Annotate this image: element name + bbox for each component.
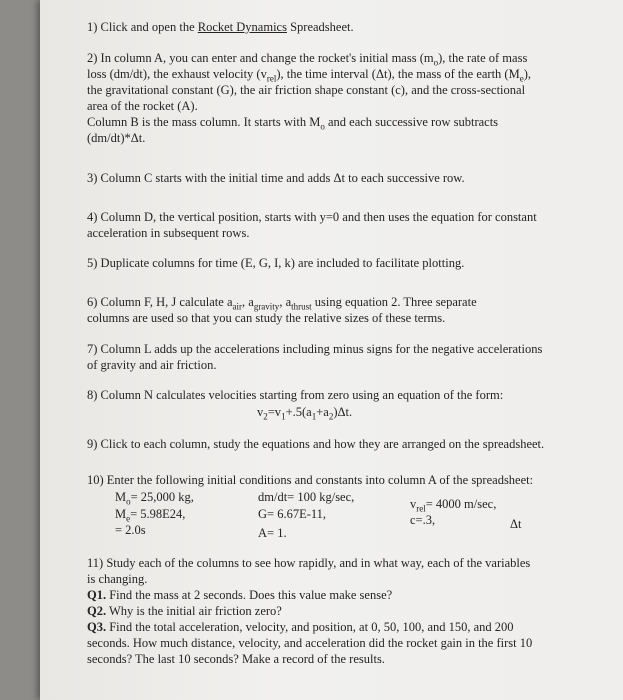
question-3-line-3: seconds? The last 10 seconds? Make a record of the results. [87,652,385,666]
step-6-line-1: 6) Column F, H, J calculate $a_{air}$, $a_{gravity}$, $a_{thrust}$ using equation 2. Three separate [87,295,477,312]
step-11-line-1: 11) Study each of the columns to see how rapidly, and in what way, each of the variables [87,556,531,570]
question-3-line-1: Q3. Find the total acceleration, velocity, and position, at 0, 50, 100, and 150, and 200 [87,620,514,634]
step-3: 3) Column C starts with the initial time and adds Δt to each successive row. [87,171,465,185]
step-2-line-5: Column B is the mass column. It starts with $M_o$ and each successive row subtracts [87,115,499,132]
step-9: 9) Click to each column, study the equations and how they are arranged on the spreadsheet. [87,437,545,451]
step-2-line-6: (dm/dt)*Δt. [87,131,146,145]
step-2-line-2: loss (dm/dt), the exhaust velocity $(v_{rel})$, the time interval (Δt), the mass of the earth $(M_e)$, [87,67,532,84]
const-area: A= 1. [258,526,287,540]
step-2-line-1: 2) In column A, you can enter and change the rocket's initial mass $(m_o)$, the rate of mass [87,51,528,68]
question-1: Q1. Find the mass at 2 seconds. Does this value make sense? [87,588,393,602]
const-initial-mass: $M_o= 25,000$ kg, [115,490,194,507]
step-10-line-1: 10) Enter the following initial conditions and constants into column A of the spreadsheet: [87,473,534,487]
step-7-line-2: of gravity and air friction. [87,358,217,372]
step-6-line-2: columns are used so that you can study the relative sizes of these terms. [87,311,446,325]
const-earth-mass: $M_e= 5.98E24$, [115,507,186,524]
step-8-line-1: 8) Column N calculates velocities starting from zero using an equation of the form: [87,388,504,402]
step-4-line-1: 4) Column D, the vertical position, starts with y=0 and then uses the equation for constant [87,210,537,224]
const-vrel: $v_{rel}= 4000$ m/sec, [410,497,497,514]
const-dt-label: Δt [510,517,522,531]
step-2-line-4: area of the rocket (A). [87,99,198,113]
question-2: Q2. Why is the initial air friction zero? [87,604,282,618]
rocket-dynamics-link[interactable]: Rocket Dynamics [197,20,287,34]
document-page [40,0,623,700]
step-11-line-2: is changing. [87,572,148,586]
const-c: c=.3, [410,513,436,527]
const-dmdt: dm/dt= 100 kg/sec, [258,490,355,504]
velocity-equation: $v_2=v_1+.5(a_1+a_2)\Delta t$. [257,405,353,422]
step-7-line-1: 7) Column L adds up the accelerations including minus signs for the negative accelerations [87,342,543,356]
step-1: 1) Click and open the Rocket Dynamics Spreadsheet. [87,20,354,34]
step-2-line-3: the gravitational constant (G), the air friction shape constant (c), and the cross-sectional [87,83,526,97]
question-3-line-2: seconds. How much distance, velocity, and acceleration did the rocket gain in the first 10 [87,636,533,650]
step-5: 5) Duplicate columns for time (E, G, I, k) are included to facilitate plotting. [87,256,465,270]
const-g: G= 6.67E-11, [258,507,327,521]
const-dt-value: = 2.0s [115,523,146,537]
step-4-line-2: acceleration in subsequent rows. [87,226,250,240]
